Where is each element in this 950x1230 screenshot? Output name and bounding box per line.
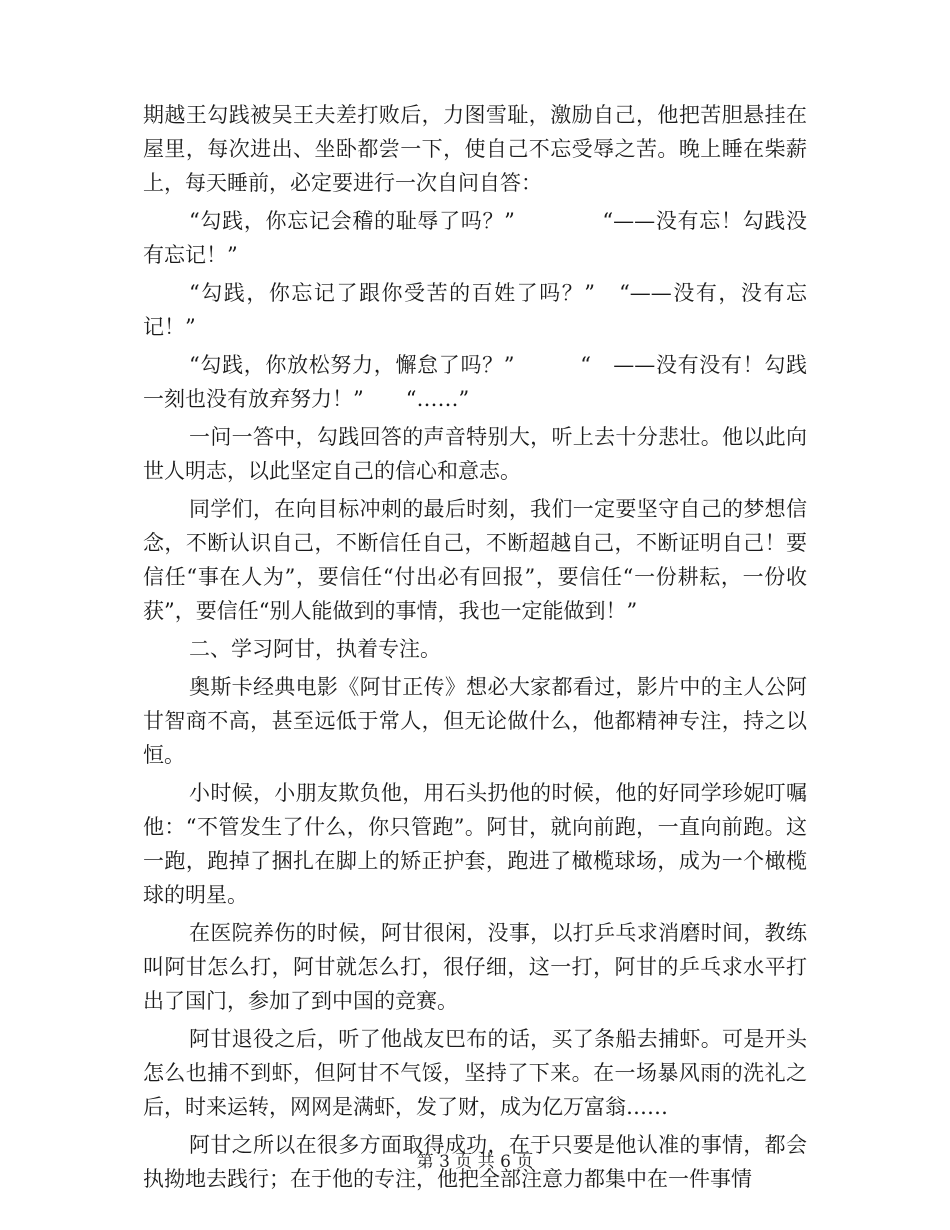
section-heading: 二、学习阿甘，执着专注。: [189, 637, 441, 661]
paragraph-text: 小时候，小朋友欺负他，用石头扔他的时候，他的好同学珍妮叮嘱他：“不管发生了什么，你只管跑”。阿甘，就向前跑，一直向前跑。这一跑，跑掉了捆扎在脚上的矫正护套，跑进了橄榄球场，成为一个橄榄球的明星。: [143, 781, 807, 907]
document-body: [143, 98, 807, 1200]
paragraph-text: 一问一答中，勾践回答的声音特别大，听上去十分悲壮。他以此向世人明志，以此坚定自己的信心和意志。: [143, 425, 807, 483]
paragraph-text: 奥斯卡经典电影《阿甘正传》想必大家都看过，影片中的主人公阿甘智商不高，甚至远低于常人，但无论做什么，他都精神专注，持之以恒。: [143, 675, 807, 767]
paragraph-text: 在医院养伤的时候，阿甘很闲，没事，以打乒乓求消磨时间，教练叫阿甘怎么打，阿甘就怎么打，很仔细，这一打，阿甘的乒乓求水平打出了国门，参加了到中国的竞赛。: [143, 921, 807, 1013]
paragraph-text: 阿甘之所以在很多方面取得成功，在于只要是他认准的事情，都会执拗地去践行；在于他的专注，他把全部注意力都集中在一件事情: [143, 1133, 807, 1191]
page-number-footer: 第 3 页 共 6 页: [416, 1152, 534, 1172]
paragraph-continuation: 期越王勾践被吴王夫差打败后，力图雪耻，激励自己，他把苦胆悬挂在屋里，每次进出、坐卧都尝一下，使自己不忘受辱之苦。晚上睡在柴薪上，每天睡前，必定要进行一次自问自答：: [143, 103, 807, 195]
paragraph-text: 同学们，在向目标冲刺的最后时刻，我们一定要坚守自己的梦想信念，不断认识自己，不断信任自己，不断超越自己，不断证明自己！要信任“事在人为”，要信任“付出必有回报”，要信任“一份耕耘，一份收获”，要信任“别人能做到的事情，我也一定能做到！”: [143, 497, 807, 623]
paragraph-dialogue-1: “勾践，你忘记会稽的耻辱了吗？” “——没有忘！勾践没有忘记！”: [143, 209, 807, 267]
paragraph-text: 阿甘退役之后，听了他战友巴布的话，买了条船去捕虾。可是开头怎么也捕不到虾，但阿甘不气馁，坚持了下来。在一场暴风雨的洗礼之后，时来运转，网网是满虾，发了财，成为亿万富翁……: [143, 1027, 807, 1119]
paragraph-dialogue-3: “勾践，你放松努力，懈怠了吗？” “ ——没有没有！勾践一刻也没有放弃努力！” “……”: [143, 353, 807, 411]
paragraph-dialogue-2: “勾践，你忘记了跟你受苦的百姓了吗？” “——没有，没有忘记！”: [143, 281, 807, 339]
